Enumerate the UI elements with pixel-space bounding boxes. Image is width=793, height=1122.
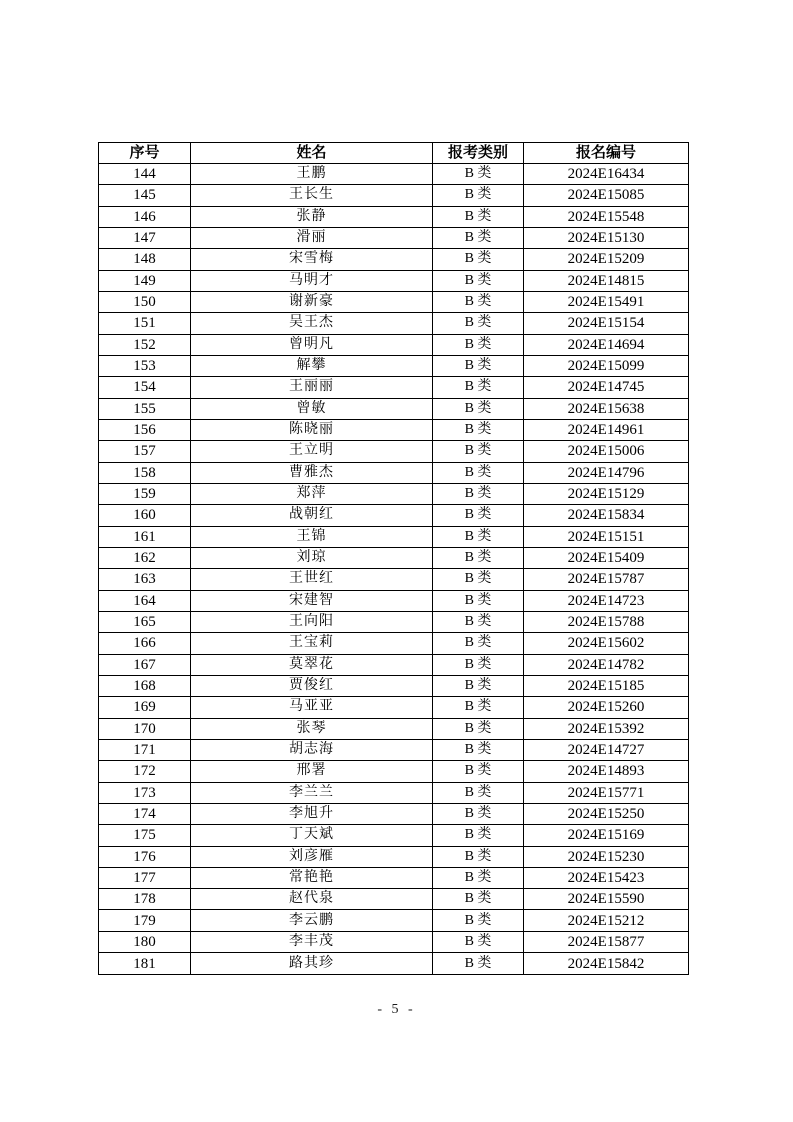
reg-number-cell: 2024E15842 <box>524 953 689 975</box>
category-cell: B 类 <box>433 590 524 611</box>
serial-cell: 172 <box>99 761 191 782</box>
serial-cell: 170 <box>99 718 191 739</box>
table-row <box>99 889 689 910</box>
reg-number-cell: 2024E15130 <box>524 227 689 248</box>
category-cell: B 类 <box>433 355 524 376</box>
name-cell: 赵代泉 <box>191 889 433 910</box>
serial-cell: 147 <box>99 227 191 248</box>
table-header <box>99 143 689 164</box>
table-row <box>99 739 689 760</box>
reg-number-cell: 2024E14796 <box>524 462 689 483</box>
category-cell: B 类 <box>433 206 524 227</box>
table-row <box>99 462 689 483</box>
serial-cell: 158 <box>99 462 191 483</box>
serial-cell: 164 <box>99 590 191 611</box>
header-row <box>99 143 689 164</box>
reg-number-cell: 2024E14727 <box>524 739 689 760</box>
category-cell: B 类 <box>433 611 524 632</box>
name-cell: 胡志海 <box>191 739 433 760</box>
name-cell: 马亚亚 <box>191 697 433 718</box>
name-cell: 陈晓丽 <box>191 419 433 440</box>
table-row <box>99 611 689 632</box>
category-cell: B 类 <box>433 227 524 248</box>
reg-number-cell: 2024E14723 <box>524 590 689 611</box>
serial-cell: 169 <box>99 697 191 718</box>
reg-number-cell: 2024E15129 <box>524 483 689 504</box>
category-cell: B 类 <box>433 867 524 888</box>
serial-cell: 180 <box>99 931 191 952</box>
table-row <box>99 526 689 547</box>
serial-cell: 163 <box>99 569 191 590</box>
serial-cell: 160 <box>99 505 191 526</box>
table-row <box>99 633 689 654</box>
reg-number-cell: 2024E15491 <box>524 291 689 312</box>
category-cell: B 类 <box>433 185 524 206</box>
table-row <box>99 867 689 888</box>
category-cell: B 类 <box>433 675 524 696</box>
category-cell: B 类 <box>433 931 524 952</box>
category-cell: B 类 <box>433 761 524 782</box>
reg-number-cell: 2024E15638 <box>524 398 689 419</box>
category-cell: B 类 <box>433 505 524 526</box>
serial-cell: 166 <box>99 633 191 654</box>
table-row <box>99 931 689 952</box>
serial-cell: 149 <box>99 270 191 291</box>
category-cell: B 类 <box>433 803 524 824</box>
category-cell: B 类 <box>433 270 524 291</box>
name-cell: 常艳艳 <box>191 867 433 888</box>
reg-number-cell: 2024E15260 <box>524 697 689 718</box>
name-cell: 王长生 <box>191 185 433 206</box>
name-cell: 曾明凡 <box>191 334 433 355</box>
reg-number-cell: 2024E14694 <box>524 334 689 355</box>
table-row <box>99 398 689 419</box>
category-cell: B 类 <box>433 825 524 846</box>
category-cell: B 类 <box>433 739 524 760</box>
category-cell: B 类 <box>433 846 524 867</box>
serial-cell: 157 <box>99 441 191 462</box>
category-cell: B 类 <box>433 782 524 803</box>
name-cell: 王鹏 <box>191 164 433 185</box>
name-cell: 谢新豪 <box>191 291 433 312</box>
reg-number-cell: 2024E15834 <box>524 505 689 526</box>
table-row <box>99 441 689 462</box>
table-row <box>99 654 689 675</box>
table-row <box>99 185 689 206</box>
reg-number-cell: 2024E15877 <box>524 931 689 952</box>
name-cell: 滑丽 <box>191 227 433 248</box>
name-cell: 吴王杰 <box>191 313 433 334</box>
category-cell: B 类 <box>433 291 524 312</box>
serial-cell: 165 <box>99 611 191 632</box>
table-row <box>99 164 689 185</box>
category-cell: B 类 <box>433 483 524 504</box>
table-row <box>99 803 689 824</box>
name-cell: 王向阳 <box>191 611 433 632</box>
table-row <box>99 675 689 696</box>
reg-number-cell: 2024E14893 <box>524 761 689 782</box>
reg-number-cell: 2024E15099 <box>524 355 689 376</box>
reg-number-cell: 2024E15085 <box>524 185 689 206</box>
reg-number-cell: 2024E14782 <box>524 654 689 675</box>
table-row <box>99 270 689 291</box>
name-cell: 郑萍 <box>191 483 433 504</box>
category-cell: B 类 <box>433 441 524 462</box>
serial-cell: 155 <box>99 398 191 419</box>
serial-cell: 156 <box>99 419 191 440</box>
serial-cell: 176 <box>99 846 191 867</box>
reg-number-cell: 2024E15169 <box>524 825 689 846</box>
reg-number-cell: 2024E15212 <box>524 910 689 931</box>
name-cell: 刘彦雁 <box>191 846 433 867</box>
category-cell: B 类 <box>433 377 524 398</box>
name-cell: 王宝莉 <box>191 633 433 654</box>
table-row <box>99 953 689 975</box>
reg-number-cell: 2024E15250 <box>524 803 689 824</box>
reg-number-cell: 2024E15409 <box>524 547 689 568</box>
serial-cell: 151 <box>99 313 191 334</box>
serial-cell: 179 <box>99 910 191 931</box>
reg-number-cell: 2024E16434 <box>524 164 689 185</box>
table-body <box>99 164 689 975</box>
name-cell: 莫翠花 <box>191 654 433 675</box>
serial-cell: 177 <box>99 867 191 888</box>
category-cell: B 类 <box>433 419 524 440</box>
category-cell: B 类 <box>433 249 524 270</box>
table-row <box>99 846 689 867</box>
table-row <box>99 910 689 931</box>
serial-cell: 159 <box>99 483 191 504</box>
table-row <box>99 355 689 376</box>
category-cell: B 类 <box>433 569 524 590</box>
header-name: 姓名 <box>191 143 433 164</box>
name-cell: 王丽丽 <box>191 377 433 398</box>
reg-number-cell: 2024E15788 <box>524 611 689 632</box>
reg-number-cell: 2024E15423 <box>524 867 689 888</box>
name-cell: 王世红 <box>191 569 433 590</box>
reg-number-cell: 2024E14745 <box>524 377 689 398</box>
table-row <box>99 782 689 803</box>
category-cell: B 类 <box>433 953 524 975</box>
category-cell: B 类 <box>433 654 524 675</box>
serial-cell: 173 <box>99 782 191 803</box>
table-row <box>99 206 689 227</box>
name-cell: 王立明 <box>191 441 433 462</box>
category-cell: B 类 <box>433 462 524 483</box>
category-cell: B 类 <box>433 334 524 355</box>
name-cell: 贾俊红 <box>191 675 433 696</box>
reg-number-cell: 2024E15006 <box>524 441 689 462</box>
serial-cell: 171 <box>99 739 191 760</box>
category-cell: B 类 <box>433 697 524 718</box>
serial-cell: 181 <box>99 953 191 975</box>
table-row <box>99 590 689 611</box>
table-row <box>99 547 689 568</box>
table-row <box>99 697 689 718</box>
serial-cell: 161 <box>99 526 191 547</box>
category-cell: B 类 <box>433 633 524 654</box>
serial-cell: 144 <box>99 164 191 185</box>
serial-cell: 150 <box>99 291 191 312</box>
category-cell: B 类 <box>433 910 524 931</box>
reg-number-cell: 2024E15590 <box>524 889 689 910</box>
category-cell: B 类 <box>433 313 524 334</box>
reg-number-cell: 2024E14815 <box>524 270 689 291</box>
registration-table <box>98 142 689 975</box>
reg-number-cell: 2024E15787 <box>524 569 689 590</box>
serial-cell: 168 <box>99 675 191 696</box>
name-cell: 路其珍 <box>191 953 433 975</box>
serial-cell: 174 <box>99 803 191 824</box>
name-cell: 马明才 <box>191 270 433 291</box>
table-row <box>99 313 689 334</box>
table-row <box>99 227 689 248</box>
header-serial: 序号 <box>99 143 191 164</box>
serial-cell: 148 <box>99 249 191 270</box>
table-row <box>99 718 689 739</box>
name-cell: 曹雅杰 <box>191 462 433 483</box>
page-number: - 5 - <box>377 1002 416 1017</box>
name-cell: 李兰兰 <box>191 782 433 803</box>
table-row <box>99 483 689 504</box>
table-row <box>99 291 689 312</box>
serial-cell: 153 <box>99 355 191 376</box>
serial-cell: 162 <box>99 547 191 568</box>
reg-number-cell: 2024E15230 <box>524 846 689 867</box>
table-row <box>99 334 689 355</box>
serial-cell: 178 <box>99 889 191 910</box>
category-cell: B 类 <box>433 398 524 419</box>
name-cell: 刘琼 <box>191 547 433 568</box>
name-cell: 李云鹏 <box>191 910 433 931</box>
header-reg-number: 报名编号 <box>524 143 689 164</box>
name-cell: 宋建智 <box>191 590 433 611</box>
serial-cell: 145 <box>99 185 191 206</box>
name-cell: 李旭升 <box>191 803 433 824</box>
category-cell: B 类 <box>433 526 524 547</box>
reg-number-cell: 2024E15602 <box>524 633 689 654</box>
name-cell: 李丰茂 <box>191 931 433 952</box>
table-row <box>99 505 689 526</box>
reg-number-cell: 2024E15392 <box>524 718 689 739</box>
name-cell: 解攀 <box>191 355 433 376</box>
reg-number-cell: 2024E15209 <box>524 249 689 270</box>
name-cell: 王锦 <box>191 526 433 547</box>
reg-number-cell: 2024E15548 <box>524 206 689 227</box>
reg-number-cell: 2024E15771 <box>524 782 689 803</box>
name-cell: 曾敏 <box>191 398 433 419</box>
name-cell: 丁天斌 <box>191 825 433 846</box>
category-cell: B 类 <box>433 547 524 568</box>
name-cell: 战朝红 <box>191 505 433 526</box>
reg-number-cell: 2024E15154 <box>524 313 689 334</box>
name-cell: 宋雪梅 <box>191 249 433 270</box>
header-category: 报考类别 <box>433 143 524 164</box>
table-row <box>99 569 689 590</box>
category-cell: B 类 <box>433 889 524 910</box>
table-row <box>99 249 689 270</box>
serial-cell: 167 <box>99 654 191 675</box>
table-row <box>99 825 689 846</box>
reg-number-cell: 2024E15151 <box>524 526 689 547</box>
serial-cell: 152 <box>99 334 191 355</box>
category-cell: B 类 <box>433 718 524 739</box>
reg-number-cell: 2024E15185 <box>524 675 689 696</box>
name-cell: 张静 <box>191 206 433 227</box>
table-row <box>99 761 689 782</box>
serial-cell: 154 <box>99 377 191 398</box>
table-row <box>99 419 689 440</box>
serial-cell: 175 <box>99 825 191 846</box>
name-cell: 邢署 <box>191 761 433 782</box>
name-cell: 张琴 <box>191 718 433 739</box>
table-row <box>99 377 689 398</box>
serial-cell: 146 <box>99 206 191 227</box>
category-cell: B 类 <box>433 164 524 185</box>
reg-number-cell: 2024E14961 <box>524 419 689 440</box>
